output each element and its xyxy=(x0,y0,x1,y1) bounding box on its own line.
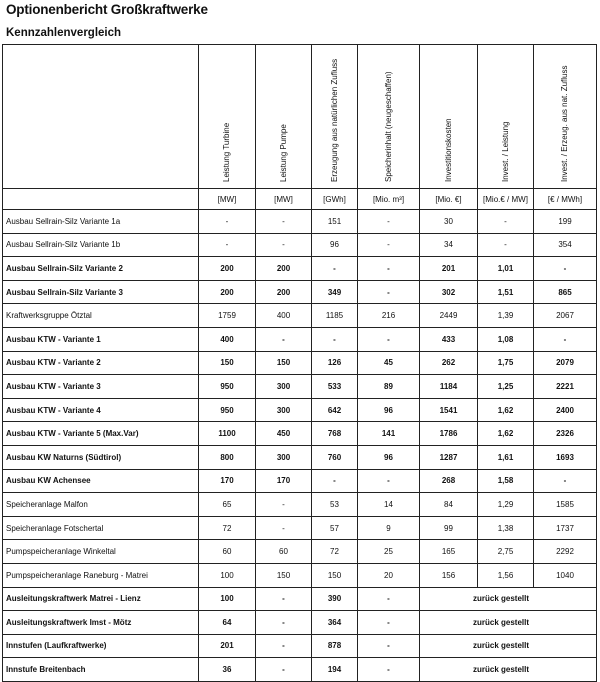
table-cell: 950 xyxy=(199,398,256,422)
unit-cell: [MW] xyxy=(199,189,256,210)
table-cell: - xyxy=(358,658,420,682)
table-cell: 14 xyxy=(358,493,420,517)
table-cell: 1,01 xyxy=(478,257,534,281)
table-cell: 72 xyxy=(312,540,358,564)
status-note: zurück gestellt xyxy=(420,634,597,658)
row-label: Ausbau KTW - Variante 5 (Max.Var) xyxy=(3,422,199,446)
table-cell: - xyxy=(312,327,358,351)
table-cell: 99 xyxy=(420,516,478,540)
col-header-label: Erzeugung aus natürlichen Zufluss xyxy=(329,58,339,182)
table-row xyxy=(3,233,597,257)
table-cell: 36 xyxy=(199,658,256,682)
row-label: Ausbau KTW - Variante 4 xyxy=(3,398,199,422)
table-cell: 950 xyxy=(199,375,256,399)
row-label: Ausbau KTW - Variante 2 xyxy=(3,351,199,375)
row-label: Ausbau KW Naturns (Südtirol) xyxy=(3,445,199,469)
table-cell: 216 xyxy=(358,304,420,328)
report-title: Optionenbericht Großkraftwerke xyxy=(6,2,208,17)
table-cell: 60 xyxy=(256,540,312,564)
table-row xyxy=(3,540,597,564)
table-cell: 2400 xyxy=(534,398,597,422)
table-row xyxy=(3,587,597,611)
table-row xyxy=(3,422,597,446)
table-cell: - xyxy=(199,233,256,257)
table-row xyxy=(3,493,597,517)
table-cell: 1184 xyxy=(420,375,478,399)
table-cell: 150 xyxy=(199,351,256,375)
table-cell: 199 xyxy=(534,210,597,234)
table-cell: 45 xyxy=(358,351,420,375)
table-cell: 2292 xyxy=(534,540,597,564)
table-cell: 53 xyxy=(312,493,358,517)
table-cell: - xyxy=(358,469,420,493)
status-note: zurück gestellt xyxy=(420,611,597,635)
table-cell: - xyxy=(256,516,312,540)
table-cell: 89 xyxy=(358,375,420,399)
table-cell: 1,62 xyxy=(478,398,534,422)
col-header xyxy=(312,45,358,189)
report-subtitle: Kennzahlenvergleich xyxy=(6,27,122,39)
table-cell: 1,08 xyxy=(478,327,534,351)
table-cell: 1,51 xyxy=(478,280,534,304)
table-cell: 1,75 xyxy=(478,351,534,375)
col-header xyxy=(420,45,478,189)
table-cell: 194 xyxy=(312,658,358,682)
table-row xyxy=(3,445,597,469)
table-cell: 170 xyxy=(199,469,256,493)
table-cell: 201 xyxy=(199,634,256,658)
unit-cell: [Mio. €] xyxy=(420,189,478,210)
row-label: Ausbau Sellrain-Silz Variante 1b xyxy=(3,233,199,257)
table-cell: - xyxy=(256,587,312,611)
table-cell: 533 xyxy=(312,375,358,399)
table-cell: 96 xyxy=(358,398,420,422)
table-cell: - xyxy=(358,210,420,234)
table-cell: 768 xyxy=(312,422,358,446)
table-cell: 400 xyxy=(199,327,256,351)
table-cell: - xyxy=(358,634,420,658)
table-cell: 2,75 xyxy=(478,540,534,564)
table-cell: 1786 xyxy=(420,422,478,446)
table-cell: 1693 xyxy=(534,445,597,469)
table-cell: 57 xyxy=(312,516,358,540)
table-cell: 1040 xyxy=(534,563,597,587)
table-cell: 150 xyxy=(256,351,312,375)
table-cell: 1,56 xyxy=(478,563,534,587)
table-cell: 2326 xyxy=(534,422,597,446)
table-cell: 364 xyxy=(312,611,358,635)
table-cell: 1287 xyxy=(420,445,478,469)
table-cell: 642 xyxy=(312,398,358,422)
table-cell: 60 xyxy=(199,540,256,564)
table-cell: - xyxy=(358,233,420,257)
col-header xyxy=(534,45,597,189)
row-label: Ausbau Sellrain-Silz Variante 2 xyxy=(3,257,199,281)
table-cell: - xyxy=(199,210,256,234)
table-cell: 865 xyxy=(534,280,597,304)
table-row xyxy=(3,516,597,540)
table-cell: - xyxy=(256,493,312,517)
table-cell: - xyxy=(312,469,358,493)
table-cell: 1,62 xyxy=(478,422,534,446)
table-cell: 30 xyxy=(420,210,478,234)
table-cell: - xyxy=(256,611,312,635)
table-cell: - xyxy=(256,327,312,351)
table-cell: - xyxy=(358,280,420,304)
table-cell: 25 xyxy=(358,540,420,564)
table-row xyxy=(3,280,597,304)
table-row xyxy=(3,563,597,587)
table-cell: 300 xyxy=(256,375,312,399)
table-row xyxy=(3,304,597,328)
row-label: Kraftwerksgruppe Ötztal xyxy=(3,304,199,328)
table-cell: 2221 xyxy=(534,375,597,399)
row-label: Ausbau KTW - Variante 3 xyxy=(3,375,199,399)
row-label: Ausleitungskraftwerk Imst - Mötz xyxy=(3,611,199,635)
table-cell: 1,29 xyxy=(478,493,534,517)
table-cell: 1737 xyxy=(534,516,597,540)
table-cell: - xyxy=(358,327,420,351)
unit-cell: [GWh] xyxy=(312,189,358,210)
table-body xyxy=(3,210,597,682)
table-row xyxy=(3,611,597,635)
table-cell: 1759 xyxy=(199,304,256,328)
table-row xyxy=(3,469,597,493)
table-cell: 100 xyxy=(199,587,256,611)
row-label: Ausleitungskraftwerk Matrei - Lienz xyxy=(3,587,199,611)
unit-cell: [€ / MWh] xyxy=(534,189,597,210)
table-row xyxy=(3,257,597,281)
table-row xyxy=(3,634,597,658)
col-header xyxy=(358,45,420,189)
table-cell: - xyxy=(256,210,312,234)
table-cell: 200 xyxy=(256,257,312,281)
table-cell: 150 xyxy=(256,563,312,587)
table-cell: 96 xyxy=(312,233,358,257)
table-cell: 200 xyxy=(199,280,256,304)
unit-cell: [MW] xyxy=(256,189,312,210)
table-cell: 2067 xyxy=(534,304,597,328)
table-cell: 760 xyxy=(312,445,358,469)
table-cell: - xyxy=(256,233,312,257)
table-cell: 1,25 xyxy=(478,375,534,399)
row-label: Pumpspeicheranlage Raneburg - Matrei xyxy=(3,563,199,587)
table-cell: - xyxy=(534,327,597,351)
table-cell: 1541 xyxy=(420,398,478,422)
col-header-label: Invest. / Leistung xyxy=(500,121,510,182)
table-cell: 96 xyxy=(358,445,420,469)
table-cell: 126 xyxy=(312,351,358,375)
table-cell: 349 xyxy=(312,280,358,304)
table-cell: - xyxy=(256,634,312,658)
row-label: Speicheranlage Fotschertal xyxy=(3,516,199,540)
table-cell: 9 xyxy=(358,516,420,540)
table-cell: - xyxy=(256,658,312,682)
table-cell: 1585 xyxy=(534,493,597,517)
table-row xyxy=(3,375,597,399)
table-cell: 268 xyxy=(420,469,478,493)
col-header xyxy=(478,45,534,189)
table-cell: 34 xyxy=(420,233,478,257)
table-cell: 433 xyxy=(420,327,478,351)
col-header xyxy=(199,45,256,189)
row-label: Innstufe Breitenbach xyxy=(3,658,199,682)
kennzahlen-table xyxy=(2,44,597,682)
table-cell: 141 xyxy=(358,422,420,446)
table-row xyxy=(3,327,597,351)
table-cell: 390 xyxy=(312,587,358,611)
table-cell: 878 xyxy=(312,634,358,658)
table-cell: 400 xyxy=(256,304,312,328)
table-cell: - xyxy=(312,257,358,281)
col-header-label: Speicherinhalt (neugeschaffen) xyxy=(383,71,393,182)
unit-cell: [Mio. m³] xyxy=(358,189,420,210)
table-cell: 1,39 xyxy=(478,304,534,328)
table-cell: 1,61 xyxy=(478,445,534,469)
table-cell: 1100 xyxy=(199,422,256,446)
units-blank xyxy=(3,189,199,210)
table-cell: 156 xyxy=(420,563,478,587)
col-header xyxy=(256,45,312,189)
status-note: zurück gestellt xyxy=(420,658,597,682)
units-row xyxy=(3,189,597,210)
row-header-cell xyxy=(3,45,199,189)
table-cell: 262 xyxy=(420,351,478,375)
row-label: Ausbau KTW - Variante 1 xyxy=(3,327,199,351)
row-label: Speicheranlage Malfon xyxy=(3,493,199,517)
table-cell: 300 xyxy=(256,445,312,469)
col-header-label: Leistung Turbine xyxy=(222,122,231,182)
table-cell: - xyxy=(358,587,420,611)
col-header-label: Invest. / Erzeug. aus nat. Zufluss xyxy=(560,65,569,182)
status-note: zurück gestellt xyxy=(420,587,597,611)
row-label: Ausbau KW Achensee xyxy=(3,469,199,493)
row-label: Innstufen (Laufkraftwerke) xyxy=(3,634,199,658)
table-cell: - xyxy=(358,611,420,635)
table-cell: 200 xyxy=(256,280,312,304)
table-cell: 2079 xyxy=(534,351,597,375)
table-row xyxy=(3,210,597,234)
table-cell: 1,58 xyxy=(478,469,534,493)
table-cell: - xyxy=(358,257,420,281)
table-cell: 1,38 xyxy=(478,516,534,540)
table-cell: - xyxy=(478,233,534,257)
col-header-label: Investitionskosten xyxy=(443,118,453,182)
table-cell: 2449 xyxy=(420,304,478,328)
table-cell: 84 xyxy=(420,493,478,517)
row-label: Pumpspeicheranlage Winkeltal xyxy=(3,540,199,564)
table-cell: 300 xyxy=(256,398,312,422)
table-cell: 800 xyxy=(199,445,256,469)
table-cell: 200 xyxy=(199,257,256,281)
unit-cell: [Mio.€ / MW] xyxy=(478,189,534,210)
table-cell: 1185 xyxy=(312,304,358,328)
table-cell: - xyxy=(534,469,597,493)
row-label: Ausbau Sellrain-Silz Variante 1a xyxy=(3,210,199,234)
table-cell: - xyxy=(478,210,534,234)
header-row xyxy=(3,45,597,189)
table-cell: 72 xyxy=(199,516,256,540)
table-cell: 170 xyxy=(256,469,312,493)
table-cell: 64 xyxy=(199,611,256,635)
table-row xyxy=(3,398,597,422)
col-header-label: Leistung Pumpe xyxy=(278,124,288,182)
table-cell: 151 xyxy=(312,210,358,234)
table-cell: 165 xyxy=(420,540,478,564)
table-cell: 354 xyxy=(534,233,597,257)
table-row xyxy=(3,351,597,375)
table-cell: 302 xyxy=(420,280,478,304)
table-cell: 201 xyxy=(420,257,478,281)
table-cell: 65 xyxy=(199,493,256,517)
table-cell: - xyxy=(534,257,597,281)
table-cell: 100 xyxy=(199,563,256,587)
table-row xyxy=(3,658,597,682)
table-cell: 20 xyxy=(358,563,420,587)
table-cell: 150 xyxy=(312,563,358,587)
table-cell: 450 xyxy=(256,422,312,446)
row-label: Ausbau Sellrain-Silz Variante 3 xyxy=(3,280,199,304)
